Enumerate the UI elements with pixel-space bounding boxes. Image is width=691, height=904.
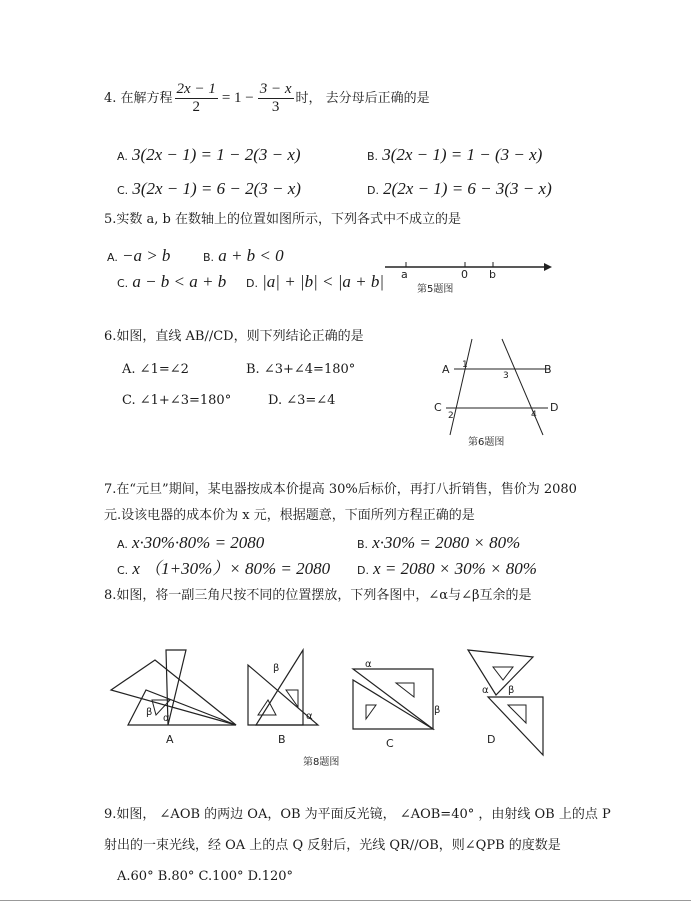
q5-figure-caption: 第5题图 bbox=[417, 284, 454, 295]
q9-line2: 射出的一束光线，经 OA 上的点 Q 反射后，光线 QR//OB，则∠QPB 的度数是 bbox=[104, 838, 561, 853]
q4-stem-prefix: 4. 在解方程 bbox=[104, 91, 173, 106]
figure-b-beta: β bbox=[273, 663, 280, 674]
q6-option-b: B. ∠3+∠4=180° bbox=[246, 362, 356, 377]
q8-stem: 8.如图，将一副三角尺按不同的位置摆放，下列各图中，∠α与∠β互余的是 bbox=[104, 588, 532, 603]
q4-option-a: A. 3(2x − 1) = 1 − 2(3 − x) bbox=[117, 145, 301, 164]
q7-option-a: A. x·30%·80% = 2080 bbox=[117, 533, 265, 552]
q7-option-b: B. x·30% = 2080 × 80% bbox=[357, 533, 521, 552]
q4-equals-one-minus: = 1 − bbox=[221, 90, 254, 106]
q4-option-b-expr: 3(2x − 1) = 1 − (3 − x) bbox=[382, 145, 543, 164]
q6-stem: 6.如图，直线 AB//CD，则下列结论正确的是 bbox=[104, 329, 364, 344]
q4-fraction-1 bbox=[175, 82, 218, 115]
angle-4-label: 4 bbox=[531, 410, 537, 420]
q7-stem-line2: 元.设该电器的成本价为 x 元，根据题意，下面所列方程正确的是 bbox=[104, 508, 475, 523]
q5-option-d: D. |a| + |b| < |a + b| bbox=[246, 272, 385, 291]
figure-d-label: D bbox=[487, 733, 496, 746]
q4-option-c: C. 3(2x − 1) = 6 − 2(3 − x) bbox=[117, 179, 301, 198]
label-B: B bbox=[544, 363, 552, 376]
q9-options: A.60° B.80° C.100° D.120° bbox=[117, 869, 294, 884]
set-squares-figure bbox=[108, 645, 558, 770]
q4-option-c-expr: 3(2x − 1) = 6 − 2(3 − x) bbox=[132, 179, 301, 198]
figure-c-beta: β bbox=[434, 705, 441, 716]
figure-c-alpha: α bbox=[365, 659, 372, 670]
q4-option-b: B. 3(2x − 1) = 1 − (3 − x) bbox=[367, 145, 543, 164]
point-0-label: 0 bbox=[461, 268, 468, 281]
q7-option-d: D. x = 2080 × 30% × 80% bbox=[357, 559, 537, 578]
label-C: C bbox=[434, 401, 442, 414]
label-D: D bbox=[550, 401, 559, 414]
q4-option-d-expr: 2(2x − 1) = 6 − 3(3 − x) bbox=[383, 179, 552, 198]
angle-1-label: 1 bbox=[462, 360, 468, 370]
q6-option-d: D. ∠3=∠4 bbox=[268, 393, 336, 408]
q9-line1: 9.如图， ∠AOB 的两边 OA，OB 为平面反光镜， ∠AOB=40° ，由射线 OB 上的点 P bbox=[104, 807, 611, 822]
figure-d bbox=[468, 650, 543, 755]
figure-a-alpha: α bbox=[163, 713, 170, 724]
figure-d-beta: β bbox=[508, 685, 515, 696]
bottom-rule bbox=[0, 900, 691, 901]
q5-option-a: A. −a > b bbox=[107, 246, 171, 265]
q6-option-a: A. ∠1=∠2 bbox=[122, 362, 189, 377]
transversal-right bbox=[502, 339, 543, 435]
q4-option-d: D. 2(2x − 1) = 6 − 3(3 − x) bbox=[367, 179, 552, 198]
q4-frac2-numerator: 3 − x bbox=[259, 81, 292, 97]
figure-c-label: C bbox=[386, 737, 394, 750]
figure-a bbox=[111, 650, 236, 746]
figure-b-label: B bbox=[278, 733, 286, 746]
q4-stem-suffix: 时， 去分母后正确的是 bbox=[295, 91, 430, 106]
q5-option-c: C. a − b < a + b bbox=[117, 272, 227, 291]
angle-3-label: 3 bbox=[503, 371, 509, 381]
q4-option-a-expr: 3(2x − 1) = 1 − 2(3 − x) bbox=[131, 145, 301, 164]
q8-figure-caption: 第8题图 bbox=[303, 757, 340, 768]
q4-frac1-numerator: 2x − 1 bbox=[176, 81, 216, 97]
q6-option-c: C. ∠1+∠3=180° bbox=[122, 393, 232, 408]
label-A: A bbox=[442, 363, 450, 376]
q4-stem bbox=[104, 82, 430, 115]
q7-stem-line1: 7.在“元旦”期间，某电器按成本价提高 30%后标价，再打八折销售，售价为 2080 bbox=[104, 482, 577, 497]
figure-b bbox=[248, 650, 318, 746]
parallel-lines-figure bbox=[432, 335, 562, 450]
figure-d-alpha: α bbox=[482, 685, 489, 696]
q5-stem: 5.实数 a, b 在数轴上的位置如图所示，下列各式中不成立的是 bbox=[104, 212, 462, 227]
q4-frac2-denominator: 3 bbox=[271, 99, 280, 115]
figure-a-label: A bbox=[166, 733, 174, 746]
q4-frac1-denominator: 2 bbox=[192, 99, 200, 115]
q4-fraction-2 bbox=[258, 82, 294, 115]
number-line-arrow bbox=[544, 263, 552, 271]
point-a-label: a bbox=[401, 268, 408, 281]
angle-2-label: 2 bbox=[448, 411, 454, 421]
figure-a-beta: β bbox=[146, 707, 153, 718]
q5-option-b: B. a + b < 0 bbox=[203, 246, 284, 265]
q6-figure-caption: 第6题图 bbox=[468, 437, 505, 448]
q7-option-c: C. x （1+30%）× 80% = 2080 bbox=[117, 559, 331, 578]
number-line-figure bbox=[380, 255, 560, 295]
point-b-label: b bbox=[489, 268, 496, 281]
figure-c bbox=[353, 659, 440, 750]
figure-b-alpha: α bbox=[306, 711, 313, 722]
